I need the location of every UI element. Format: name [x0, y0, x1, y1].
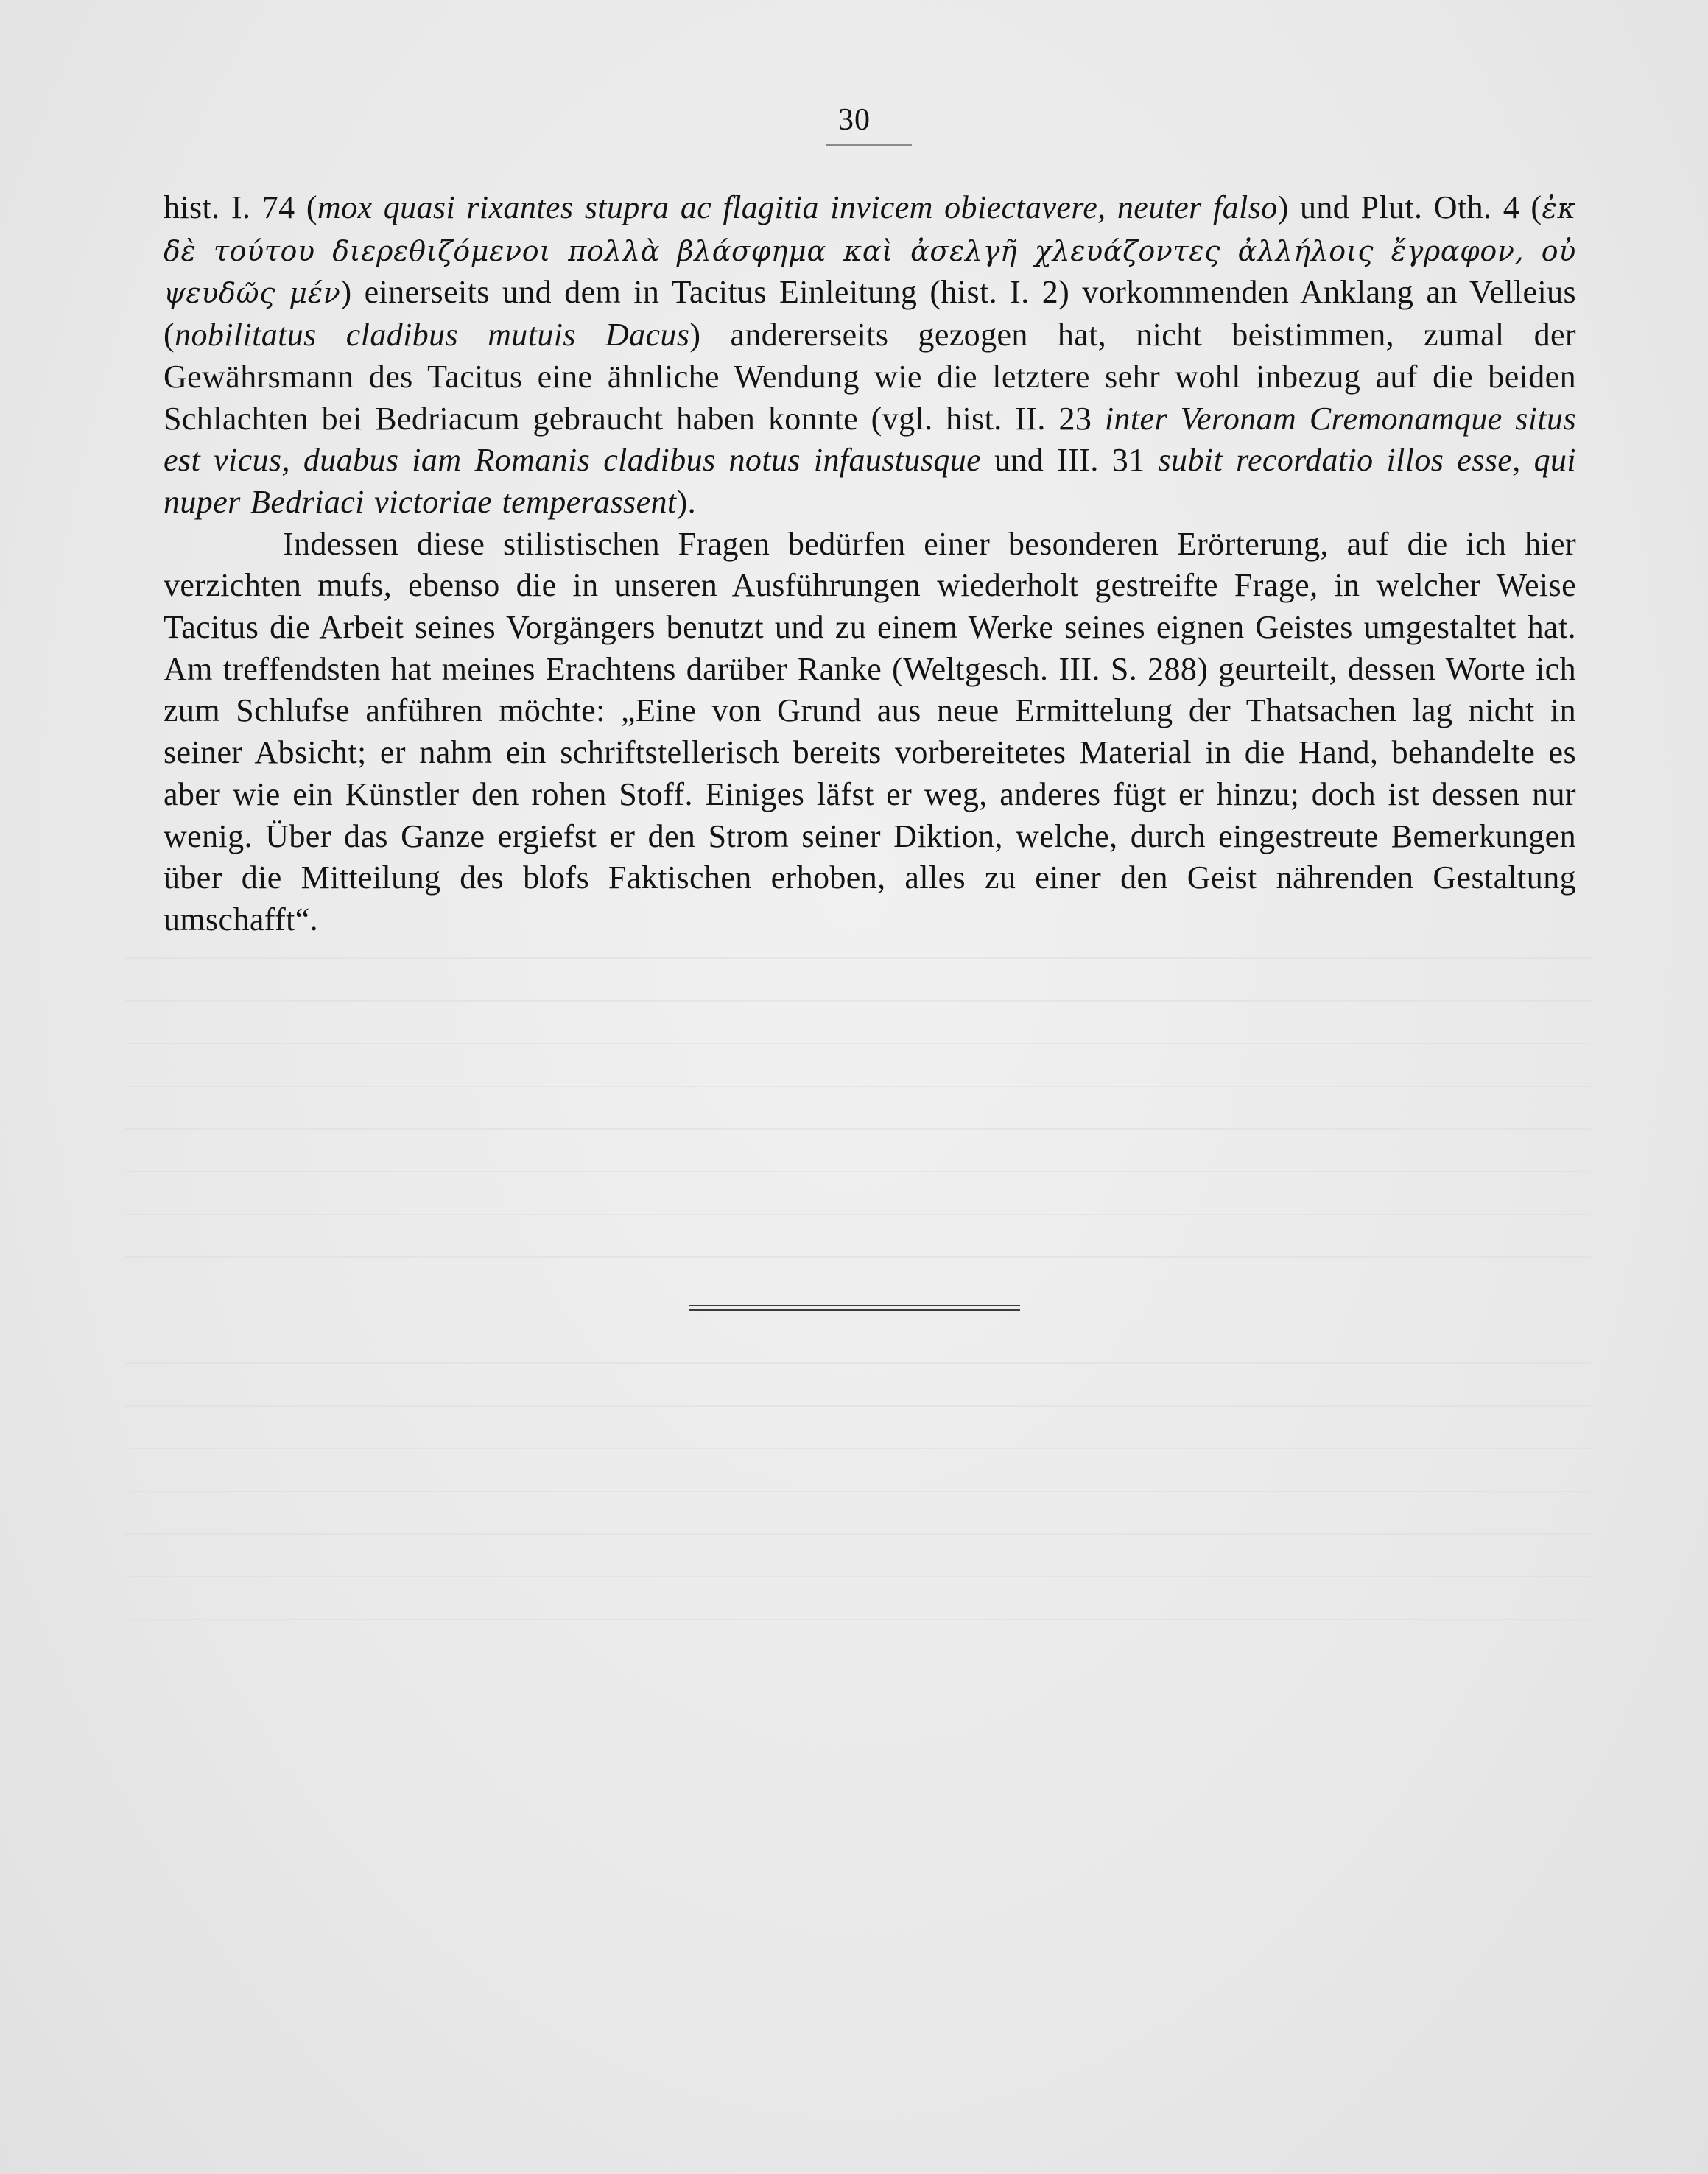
show-through-line [125, 1000, 1591, 1002]
show-through-line [125, 1405, 1591, 1407]
text-run: und III. 31 [981, 442, 1159, 479]
latin-quotation: inter Veronam Cremonamque situs est vicus, duabus iam Romanis cladibus notus infaustusque [164, 400, 1576, 479]
body-text [164, 187, 1576, 941]
show-through-line [125, 1491, 1591, 1492]
text-run: ) einerseits und dem in Tacitus Einleitung (hist. I. 2) vorkommenden Anklang an Velleius ( [164, 274, 1576, 353]
text-run: ) andererseits gezogen hat, nicht beistimmen, zumal der Gewährsmann des Tacitus eine ähnliche Wendung wie die letztere sehr wohl inbezug auf die beiden Schlachten bei Bedriacum gebraucht haben konnte (vgl. hist. II. 23 [164, 317, 1576, 437]
show-through-line [125, 1171, 1591, 1172]
text-run: hist. I. 74 ( [164, 189, 317, 225]
latin-quotation: nobilitatus cladibus mutuis Dacus [175, 317, 690, 353]
text-run: ). [676, 483, 696, 520]
paragraph [164, 187, 1576, 524]
show-through-line [125, 1448, 1591, 1449]
show-through-line [125, 1128, 1591, 1130]
section-end-double-rule [689, 1305, 1020, 1311]
show-through-line [125, 1214, 1591, 1215]
page-number: 30 [838, 103, 871, 137]
latin-quotation: mox quasi rixantes stupra ac flagitia invicem obiectavere, neuter falso [317, 189, 1278, 225]
show-through-line [125, 1576, 1591, 1577]
show-through-line [125, 1043, 1591, 1044]
show-through-line [125, 1533, 1591, 1535]
text-run: ) und Plut. Oth. 4 ( [1277, 189, 1542, 225]
show-through-line [125, 1362, 1591, 1364]
show-through-line [125, 957, 1591, 959]
paragraph [164, 524, 1576, 941]
latin-quotation: subit recordatio illos esse, qui nuper Bedriaci victoriae temperassent [164, 442, 1576, 520]
page-number-rule [826, 144, 912, 146]
show-through-line [125, 1619, 1591, 1620]
greek-quotation: ἐκ δὲ τούτου διερεθιζόμενοι πολλὰ βλάσφημα καὶ ἀσελγῆ χλευάζοντες ἀλλήλοις ἔγραφον, οὐ ψευδῶς μέν [164, 192, 1576, 310]
show-through-line [125, 1086, 1591, 1087]
show-through-line [125, 1256, 1591, 1258]
text-run: Indessen diese stilistischen Fragen bedürfen einer besonderen Erörterung, auf die ich hier verzichten mufs, ebenso die in unseren Ausführungen wiederholt gestreifte Frage, in welcher Weise Tacitus die Arbeit seines Vorgängers benutzt und zu einem Werke seines eignen Geistes umgestaltet hat. Am treffendsten hat meines Erachtens darüber Ranke (Weltgesch. III. S. 288) geurteilt, dessen Worte ich zum Schlufse anführen möchte: „Eine von Grund aus neue Ermittelung der Thatsachen lag nicht in seiner Absicht; er nahm ein schriftstellerisch bereits vorbereitetes Material in die Hand, behandelte es aber wie ein Künstler den rohen Stoff. Einiges läfst er weg, anderes fügt er hinzu; doch ist dessen nur wenig. Über das Ganze ergiefst er den Strom seiner Diktion, welche, durch eingestreute Bemerkungen über die Mitteilung des blofs Faktischen erhoben, alles zu einer den Geist nährenden Gestaltung umschafft“. [164, 525, 1576, 938]
